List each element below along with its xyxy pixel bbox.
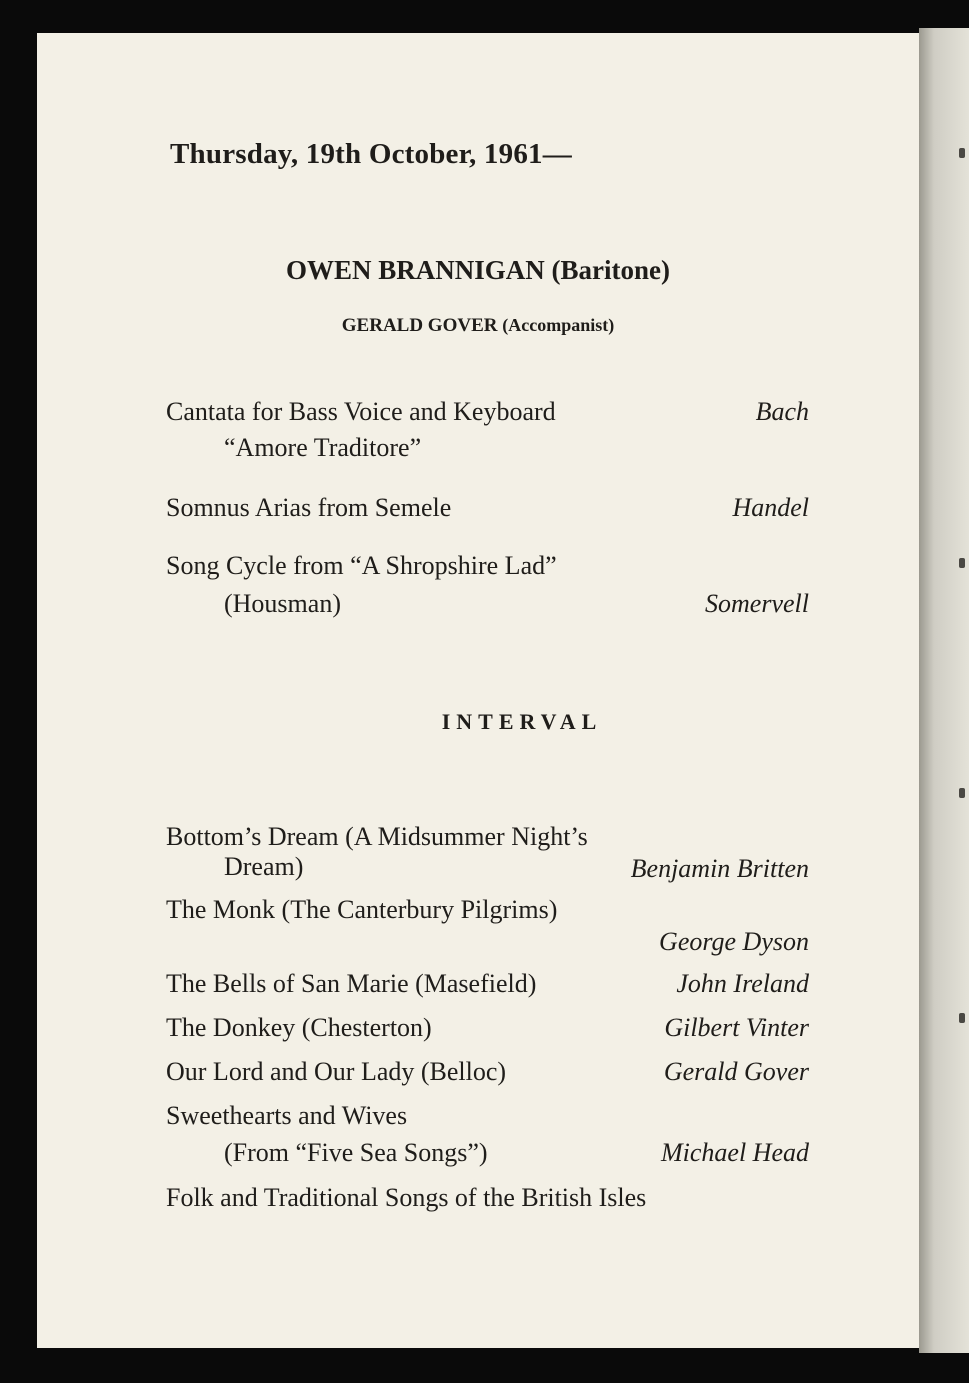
work-subtitle: (From “Five Sea Songs”) bbox=[224, 1138, 488, 1167]
composer: Michael Head bbox=[660, 1138, 809, 1167]
composer: Handel bbox=[732, 493, 809, 522]
programme-item bbox=[166, 969, 809, 999]
programme-item bbox=[166, 822, 809, 882]
programme-item bbox=[166, 493, 809, 523]
work-title: Our Lord and Our Lady (Belloc) bbox=[166, 1057, 507, 1086]
page-edge-mark bbox=[959, 148, 965, 158]
work-title: The Monk (The Canterbury Pilgrims) bbox=[166, 895, 558, 924]
composer: Gilbert Vinter bbox=[664, 1013, 809, 1042]
work-title: The Bells of San Marie (Masefield) bbox=[166, 969, 537, 998]
accompanist-line bbox=[37, 315, 919, 337]
work-title: Sweethearts and Wives bbox=[166, 1101, 408, 1130]
work-subtitle: Dream) bbox=[224, 852, 304, 881]
programme-item bbox=[166, 1183, 809, 1213]
work-title: The Donkey (Chesterton) bbox=[166, 1013, 432, 1042]
page-edge-mark bbox=[959, 1013, 965, 1023]
composer: Bach bbox=[755, 397, 809, 426]
performer-name: OWEN BRANNIGAN (Baritone) bbox=[286, 255, 670, 285]
concert-date: Thursday, 19th October, 1961— bbox=[170, 138, 572, 170]
programme-item bbox=[166, 1057, 809, 1087]
work-subtitle: (Housman) bbox=[224, 589, 341, 618]
programme-item bbox=[166, 895, 809, 956]
page-edge-mark bbox=[959, 788, 965, 798]
composer: Gerald Gover bbox=[663, 1057, 809, 1086]
composer: George Dyson bbox=[659, 927, 809, 956]
composer: Somervell bbox=[705, 589, 809, 618]
work-title: Somnus Arias from Semele bbox=[166, 493, 452, 522]
programme-item bbox=[166, 551, 809, 619]
work-title: Bottom’s Dream (A Midsummer Night’s bbox=[166, 822, 588, 851]
composer: John Ireland bbox=[676, 969, 809, 998]
accompanist-role: (Accompanist) bbox=[502, 315, 615, 335]
programme-item bbox=[166, 1101, 809, 1168]
composer: Benjamin Britten bbox=[630, 854, 809, 883]
work-title: Folk and Traditional Songs of the British Isles bbox=[166, 1183, 647, 1212]
adjacent-page-edge bbox=[919, 28, 969, 1353]
interval-heading: INTERVAL bbox=[441, 709, 603, 734]
programme-item bbox=[166, 1013, 809, 1043]
accompanist-name: GERALD GOVER bbox=[341, 315, 498, 336]
page-edge-mark bbox=[959, 558, 965, 568]
work-title: Song Cycle from “A Shropshire Lad” bbox=[166, 551, 557, 580]
work-title: Cantata for Bass Voice and Keyboard bbox=[166, 397, 556, 426]
work-subtitle: “Amore Traditore” bbox=[224, 433, 422, 462]
programme-item bbox=[166, 397, 809, 463]
programme-page bbox=[37, 33, 919, 1348]
